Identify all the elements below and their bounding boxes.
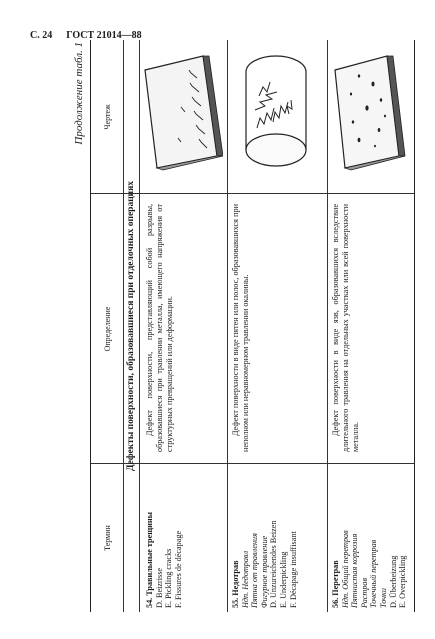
term-title: 56. Перетрав <box>331 560 340 608</box>
section-divider <box>139 40 140 612</box>
rotated-table-block <box>73 40 415 612</box>
definition-54: Дефект поверхности, представляющий собой разрывы, образовавшиеся при травлении металла, имеющего напряжения от структурных превращений или деформации. <box>145 204 174 452</box>
term-line: E. Underpickling <box>278 551 288 608</box>
term-line: E. Pickling cracks <box>164 548 174 608</box>
drawing-overpickling <box>329 52 409 180</box>
term-title: 54. Травильные трещины <box>145 512 154 608</box>
section-title: Дефекты поверхности, образовавшиеся при отделочных операциях <box>126 180 136 472</box>
term-line: D. Unzureichendes Beizen <box>269 520 279 608</box>
term-line: F. Décapage insuffisant <box>288 531 298 608</box>
term-line: Точечный перетрав <box>369 539 379 608</box>
term-line: Пятнистая коррозия <box>350 533 360 608</box>
page-number: С. 24 <box>30 30 53 41</box>
term-line: F. Fissures de décapage <box>173 530 183 608</box>
term-line: Растрав <box>359 577 369 608</box>
term-line: D. Überbeizung <box>388 555 398 608</box>
term-line: Ндп. Недотравл <box>240 550 250 608</box>
column-header-definition: Определение <box>102 306 112 352</box>
definition-56: Дефект поверхности в виде язв, образовавшихся вследствие длительного травления на отдельных участках или всей поверхности металла. <box>331 204 360 452</box>
term-54 <box>145 472 183 608</box>
term-line: Пятна от травления <box>250 533 260 608</box>
row-divider <box>327 40 328 612</box>
term-56 <box>331 472 408 608</box>
term-line: Ндп. Общий перетрав <box>340 530 350 608</box>
standard-number: ГОСТ 21014—88 <box>66 30 142 41</box>
continuation-label: Продолжение табл. 1 <box>73 42 85 145</box>
drawing-pickling-cracks <box>141 52 223 182</box>
term-line: Фигурное травление <box>259 535 269 608</box>
term-line: E. Overpickling <box>398 555 408 608</box>
drawing-underpickling <box>231 55 321 180</box>
term-55 <box>231 472 298 608</box>
term-title: 55. Недотрав <box>231 560 240 608</box>
term-line: Точки <box>378 588 388 608</box>
term-line: D. Beizrisse <box>154 567 164 608</box>
terms-table <box>90 40 415 612</box>
row-divider <box>227 40 228 612</box>
column-header-term: Термин <box>102 525 112 551</box>
column-header-drawing: Чертеж <box>102 104 112 130</box>
definition-55: Дефект поверхности в виде пятен или полос, образовавшихся при неполном или неравномерном травлении окалины. <box>231 204 250 452</box>
